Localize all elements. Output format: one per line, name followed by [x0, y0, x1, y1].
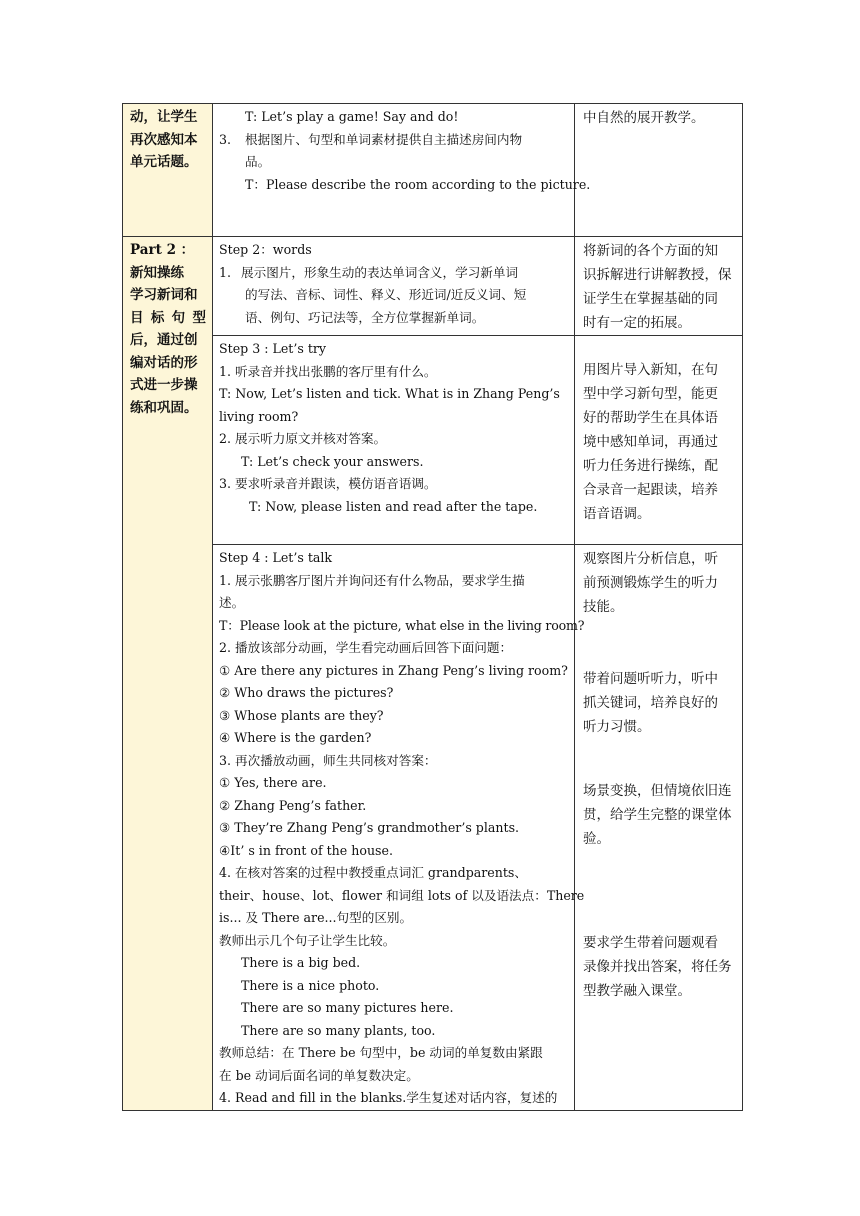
content-line: living room?	[219, 408, 299, 424]
label-line: 练和巩固。	[130, 399, 198, 416]
rationale-cell	[575, 545, 743, 1111]
content-line: ③ They’re Zhang Peng’s grandmother’s plants.	[219, 820, 520, 835]
content-line: T: Let’s play a game! Say and do!	[245, 109, 459, 124]
rationale-cell	[575, 104, 743, 237]
content-line: 教师出示几个句子让学生比较。	[219, 932, 396, 948]
content-line: T：Please look at the picture, what else in the living room?	[219, 617, 585, 633]
part2-title: Part 2 ：	[130, 242, 195, 258]
content-line: their、house、lot、flower 和词组 lots of 以及语法点：There	[219, 887, 585, 903]
rationale-line: 将新词的各个方面的知	[583, 243, 718, 259]
rationale-line: 合录音一起跟读，培养	[583, 482, 718, 498]
step3-cell	[213, 336, 575, 545]
step2-cell	[213, 237, 575, 336]
content-line: ④ Where is the garden?	[219, 730, 372, 745]
rationale-line: 带着问题听听力，听中	[583, 671, 718, 687]
rationale-line: 听力习惯。	[583, 719, 651, 735]
row-step2	[123, 237, 743, 336]
numbered-item	[219, 129, 568, 174]
rationale-cell	[575, 237, 743, 336]
content-line: 3. 再次播放动画，师生共同核对答案：	[219, 752, 437, 768]
step2-title: Step 2：words	[219, 242, 312, 257]
content-line: T：Please describe the room according to the picture.	[245, 176, 591, 192]
rationale-line: 时有一定的拓展。	[583, 315, 691, 331]
label-cell	[123, 104, 213, 237]
content-line: ② Who draws the pictures?	[219, 685, 394, 700]
rationale-line: 境中感知单词，再通过	[583, 434, 718, 450]
example-sentence: There are so many plants, too.	[241, 1022, 436, 1038]
rationale-line: 贯，给学生完整的课堂体	[583, 807, 732, 823]
label-line: 目 标 句 型	[130, 309, 206, 326]
rationale-line: 用图片导入新知，在句	[583, 362, 718, 378]
rationale-line: 证学生在掌握基础的同	[583, 291, 718, 307]
part2-label-cell	[123, 237, 213, 1111]
numbered-item	[219, 262, 568, 330]
rationale-line: 识拆解进行讲解教授，保	[583, 267, 732, 283]
content-line: T: Let’s check your answers.	[241, 453, 424, 469]
lesson-plan-table	[122, 103, 743, 1111]
row-step4	[123, 545, 743, 1111]
content-line: 在 be 动词后面名词的单复数决定。	[219, 1067, 419, 1083]
content-cell	[213, 104, 591, 237]
rationale-line: 前预测锻炼学生的听力	[583, 575, 718, 591]
content-line: 1. 展示张鹏客厅图片并询问还有什么物品，要求学生描	[219, 572, 525, 588]
content-line: 3. 要求听录音并跟读，模仿语音语调。	[219, 476, 437, 491]
content-line: ④It’ s in front of the house.	[219, 842, 393, 858]
content-line: ① Yes, there are.	[219, 775, 327, 790]
content-line: 语、例句、巧记法等，全方位掌握新单词。	[245, 309, 485, 325]
item-number: 1.	[219, 264, 232, 280]
row-intro	[123, 104, 743, 237]
rationale-line: 观察图片分析信息，听	[583, 551, 718, 567]
content-line: 教师总结：在 There be 句型中，be 动词的单复数由紧跟	[219, 1045, 543, 1060]
label-line: 学习新词和	[130, 287, 198, 303]
content-line: 2. 展示听力原文并核对答案。	[219, 431, 387, 446]
step4-cell	[213, 545, 585, 1111]
label-line: 再次感知本	[130, 131, 198, 148]
rationale-cell	[575, 336, 743, 545]
row-step3	[123, 336, 743, 545]
content-line: 品。	[245, 154, 271, 169]
label-line: 新知操练	[130, 264, 184, 281]
content-line: ③ Whose plants are they?	[219, 707, 384, 723]
content-line: 2. 播放该部分动画，学生看完动画后回答下面问题：	[219, 640, 513, 655]
content-line: is... 及 There are...句型的区别。	[219, 910, 413, 925]
content-line: T: Now, please listen and read after the tape.	[249, 498, 538, 514]
content-line: 的写法、音标、词性、释义、形近词/近反义词、短	[245, 287, 527, 302]
rationale-line: 要求学生带着问题观看	[583, 935, 718, 951]
step4-title: Step 4 : Let’s talk	[219, 550, 333, 565]
label-line: 单元话题。	[130, 154, 198, 170]
rationale-line: 型教学融入课堂。	[583, 983, 691, 999]
rationale-line: 型中学习新句型，能更	[583, 386, 718, 402]
rationale-line: 好的帮助学生在具体语	[583, 410, 718, 426]
example-sentence: There is a nice photo.	[241, 977, 380, 993]
label-line: 动，让学生	[130, 109, 198, 125]
rationale-line: 技能。	[583, 599, 624, 615]
label-line: 后，通过创	[130, 332, 198, 348]
label-line: 编对话的形	[130, 354, 198, 371]
content-line: 1. 听录音并找出张鹏的客厅里有什么。	[219, 363, 437, 379]
rationale-line: 中自然的展开教学。	[583, 110, 705, 126]
content-line: 述。	[219, 595, 245, 610]
example-sentence: There are so many pictures here.	[241, 1000, 454, 1015]
content-line: T: Now, Let’s listen and tick. What is in Zhang Peng’s	[219, 386, 560, 401]
content-line: 4. Read and fill in the blanks.学生复述对话内容，复述的	[219, 1090, 558, 1105]
content-line: 展示图片，形象生动的表达单词含义，学习新单词	[241, 264, 519, 280]
step3-title: Step 3 : Let’s try	[219, 341, 327, 356]
example-sentence: There is a big bed.	[241, 955, 361, 970]
rationale-line: 语音语调。	[583, 506, 651, 522]
rationale-line: 听力任务进行操练，配	[583, 458, 718, 474]
rationale-line: 抓关键词，培养良好的	[583, 695, 718, 711]
content-line: 根据图片、句型和单词素材提供自主描述房间内物	[245, 131, 523, 147]
rationale-line: 场景变换，但情境依旧连	[583, 783, 732, 799]
label-line: 式进一步操	[130, 377, 198, 393]
content-line: 4. 在核对答案的过程中教授重点词汇 grandparents、	[219, 865, 527, 880]
content-line: ② Zhang Peng’s father.	[219, 797, 367, 813]
item-number: 3.	[219, 131, 232, 147]
rationale-line: 录像并找出答案，将任务	[583, 959, 732, 975]
content-line: ① Are there any pictures in Zhang Peng’s living room?	[219, 662, 568, 678]
rationale-line: 验。	[583, 831, 610, 847]
